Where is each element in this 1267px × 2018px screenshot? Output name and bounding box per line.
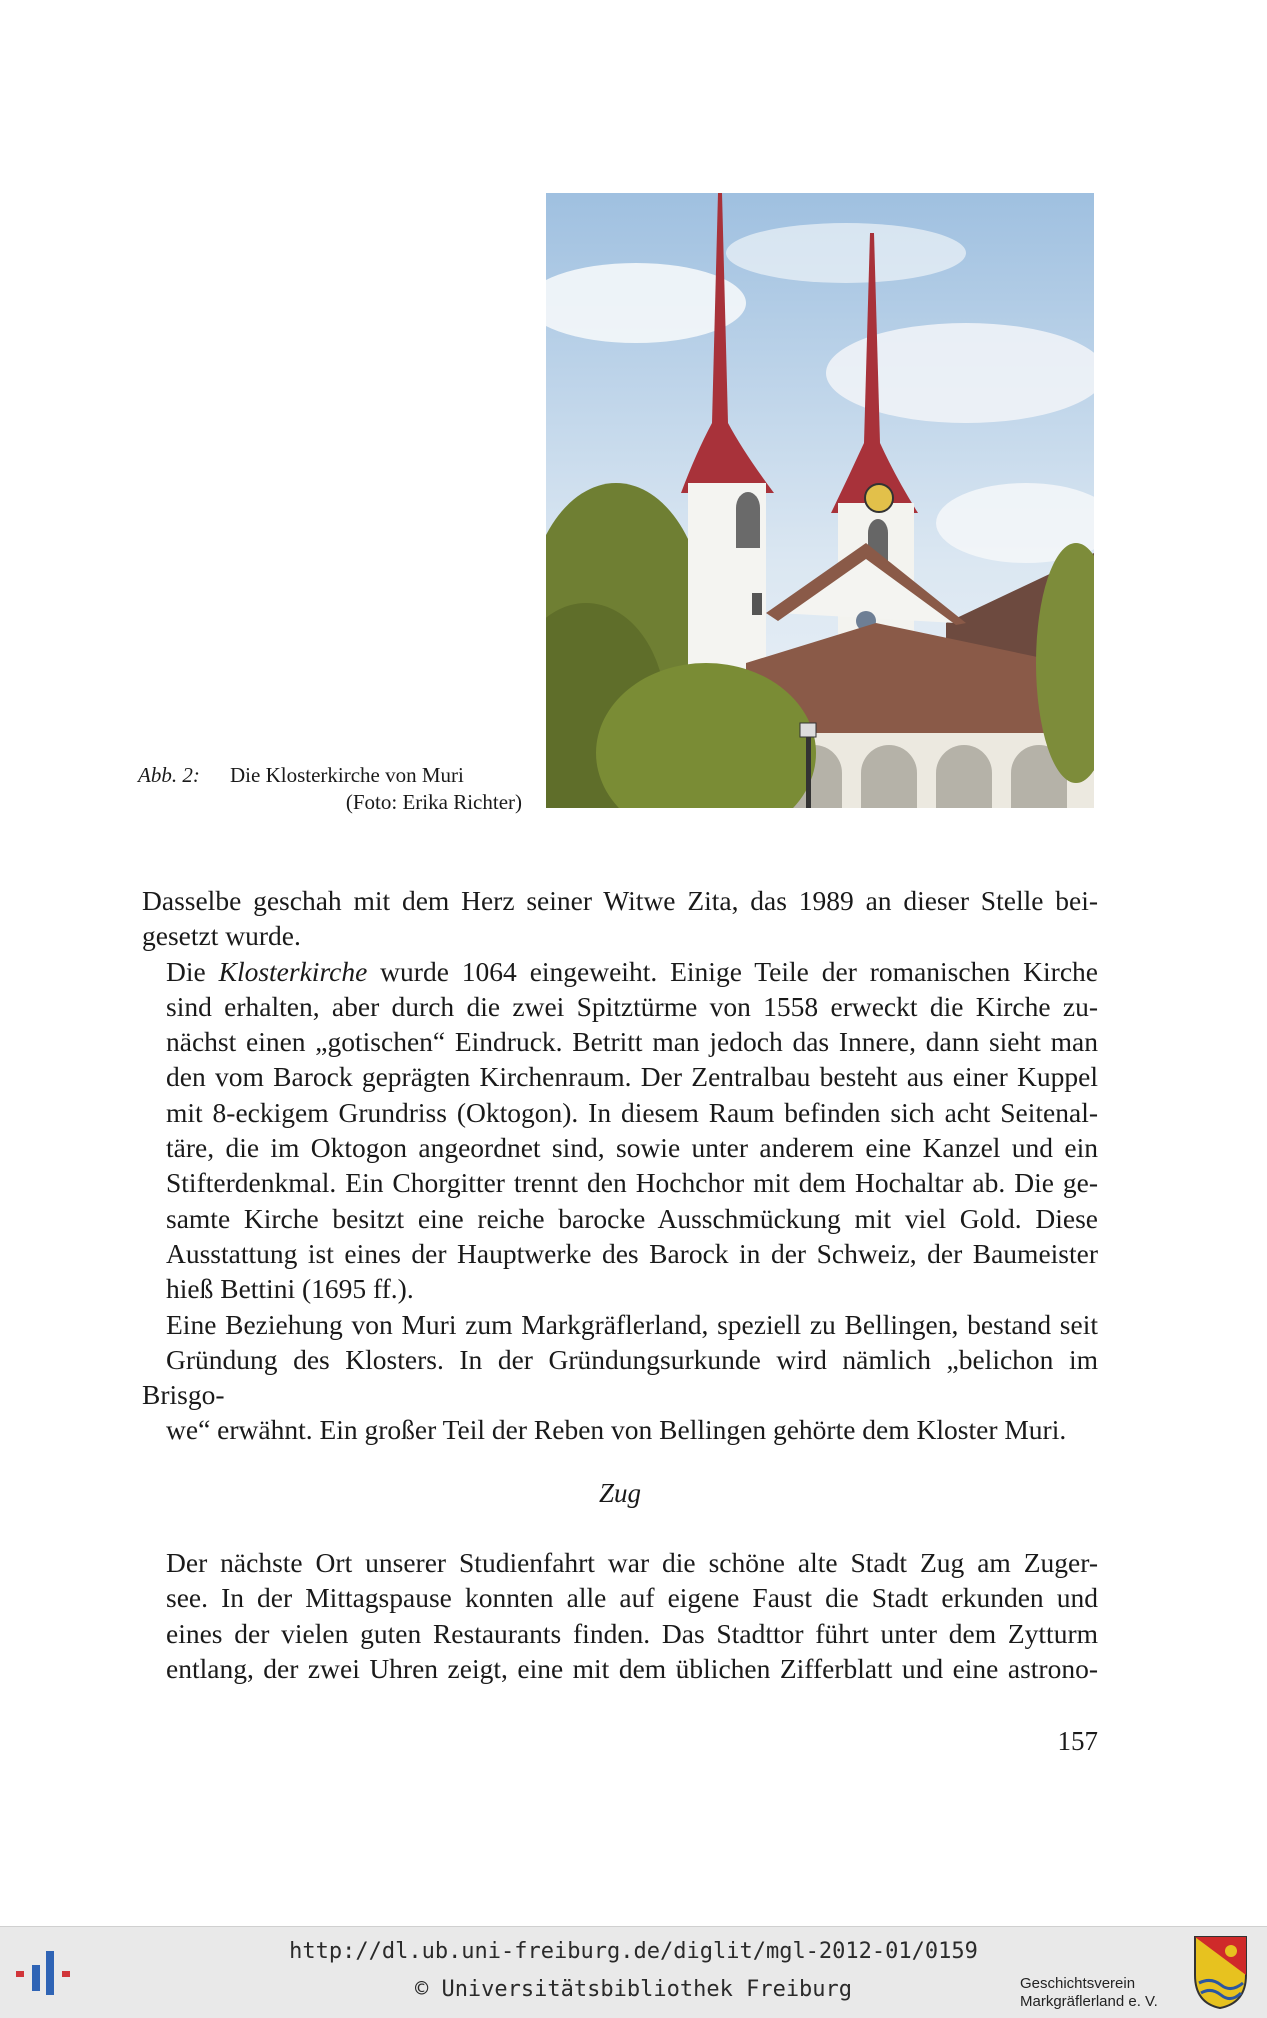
figure-caption: [138, 762, 522, 816]
text-line: entlang, der zwei Uhren zeigt, eine mit dem üblichen Zifferblatt und eine astrono-: [166, 1652, 1098, 1684]
caption-credit: (Foto: Erika Richter): [345, 790, 522, 814]
text-line: gesetzt wurde.: [142, 920, 301, 952]
paragraph-2: [142, 954, 1098, 1307]
text-line: eines der vielen guten Restaurants finden. Das Stadttor führt unter dem Zytturm: [166, 1617, 1098, 1649]
footer-bar: [0, 1926, 1267, 2018]
paragraph-4: [142, 1545, 1098, 1686]
paragraph-3: [142, 1307, 1098, 1448]
text-line: hieß Bettini (1695 ff.).: [166, 1273, 414, 1305]
text-line: we“ erwähnt. Ein großer Teil der Reben von Bellingen gehörte dem Kloster Muri.: [166, 1414, 1067, 1446]
society-line1: Geschichtsverein: [1020, 1975, 1136, 1992]
text-line: Eine Beziehung von Muri zum Markgräflerland, speziell zu Bellingen, bestand seit: [166, 1308, 1098, 1340]
text-line: Der nächste Ort unserer Studienfahrt war die schöne alte Stadt Zug am Zuger-: [166, 1547, 1098, 1578]
body-text-upper: [142, 883, 1098, 1448]
text-line: Dasselbe geschah mit dem Herz seiner Witwe Zita, das 1989 an dieser Stelle bei-: [142, 885, 1098, 916]
church-photo: [546, 193, 1094, 808]
caption-label: Abb. 2:: [138, 763, 200, 787]
text-line: samte Kirche besitzt eine reiche barocke Ausschmückung mit viel Gold. Diese: [166, 1202, 1098, 1234]
footer-url[interactable]: http://dl.ub.uni-freiburg.de/diglit/mgl-2012-01/0159: [289, 1939, 978, 1964]
emphasis-klosterkirche: Klosterkirche: [218, 955, 368, 987]
text-line: see. In der Mittagspause konnten alle auf eigene Faust die Stadt erkunden und: [166, 1582, 1098, 1614]
text-line: Ausstattung ist eines der Hauptwerke des Barock in der Schweiz, der Baumeister: [166, 1237, 1098, 1269]
text-line: Gründung des Klosters. In der Gründungsurkunde wird nämlich „belichon im Brisgo-: [142, 1343, 1098, 1411]
society-name: [1020, 1975, 1158, 2011]
text-line: nächst einen „gotischen“ Eindruck. Betritt man jedoch das Innere, dann sieht man: [166, 1026, 1098, 1058]
body-text-lower: [142, 1545, 1098, 1686]
society-crest-icon: [1193, 1935, 1248, 2010]
text-line: Die Klosterkirche wurde 1064 eingeweiht. Einige Teile der romanischen Kirche: [166, 955, 1098, 987]
page-number: 157: [1057, 1726, 1098, 1756]
text-line: täre, die im Oktogon angeordnet sind, sowie unter anderem eine Kanzel und ein: [166, 1132, 1098, 1164]
text-line: Stifterdenkmal. Ein Chorgitter trennt den Hochchor mit dem Hochaltar ab. Die ge-: [166, 1167, 1098, 1199]
text-line: mit 8-eckigem Grundriss (Oktogon). In diesem Raum befinden sich acht Seitenal-: [166, 1096, 1098, 1128]
footer-copyright: © Universitätsbibliothek Freiburg: [414, 1977, 853, 2002]
text-line: den vom Barock geprägten Kirchenraum. Der Zentralbau besteht aus einer Kuppel: [166, 1061, 1098, 1093]
section-heading: Zug: [598, 1478, 642, 1508]
caption-title: Die Klosterkirche von Muri: [230, 763, 464, 787]
paragraph-1: [142, 883, 1098, 954]
text-line: sind erhalten, aber durch die zwei Spitztürme von 1558 erweckt die Kirche zu-: [166, 990, 1098, 1022]
society-line2: Markgräflerland e. V.: [1020, 1993, 1158, 2010]
